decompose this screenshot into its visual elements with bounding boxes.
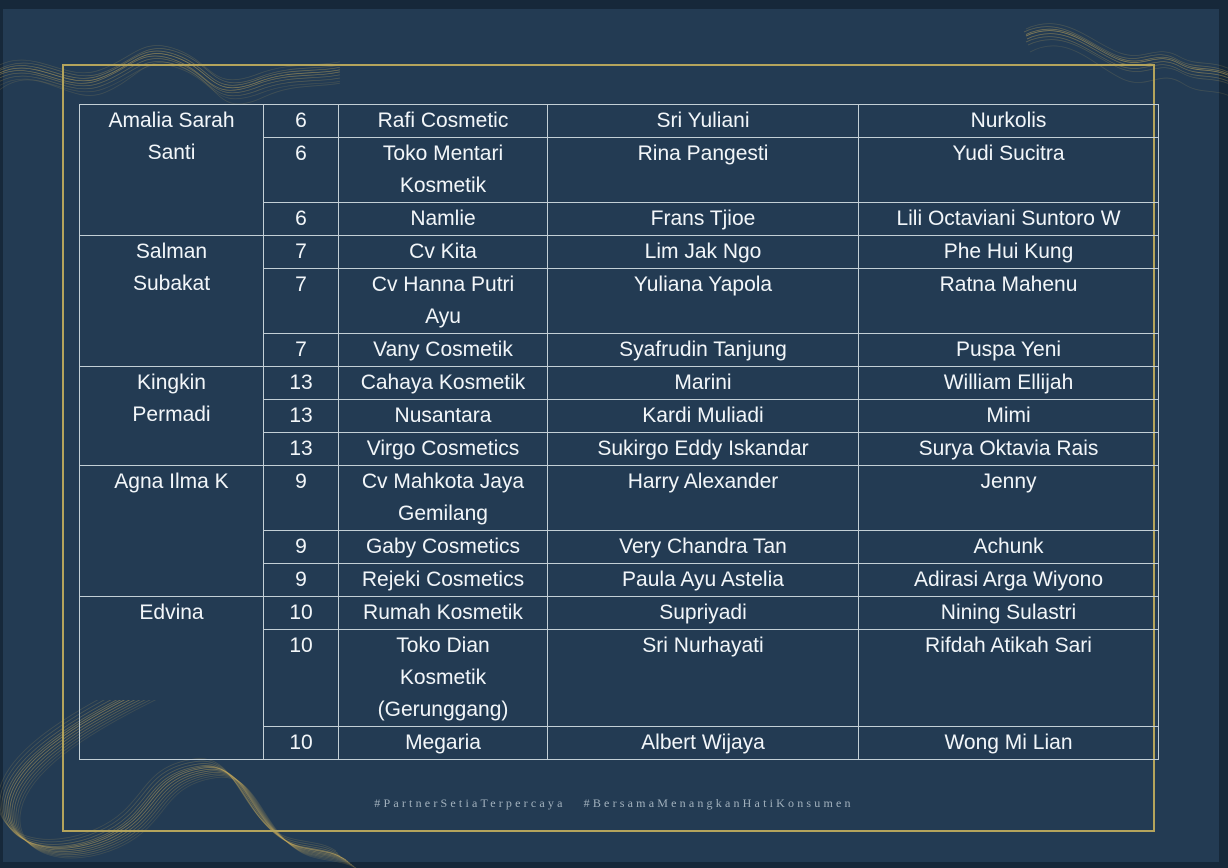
leader-cell: Salman Subakat [80,236,264,367]
person2-cell: Achunk [859,531,1159,564]
person2-cell: Yudi Sucitra [859,138,1159,203]
leader-cell: Edvina [80,597,264,760]
person1-cell: Supriyadi [548,597,859,630]
person1-cell: Sri Yuliani [548,105,859,138]
person1-cell: Very Chandra Tan [548,531,859,564]
person1-cell: Sukirgo Eddy Iskandar [548,433,859,466]
store-cell: Toko Mentari Kosmetik [339,138,548,203]
wave-ornament-top-left-icon [0,28,340,114]
count-cell: 6 [264,138,339,203]
count-cell: 6 [264,203,339,236]
person1-cell: Albert Wijaya [548,727,859,760]
person2-cell: Jenny [859,466,1159,531]
person2-cell: Rifdah Atikah Sari [859,630,1159,727]
person1-cell: Kardi Muliadi [548,400,859,433]
table-row [80,236,1159,269]
store-cell: Cv Mahkota Jaya Gemilang [339,466,548,531]
table-row [80,105,1159,138]
table-row [80,367,1159,400]
person1-cell: Syafrudin Tanjung [548,334,859,367]
store-cell: Cv Kita [339,236,548,269]
person2-cell: Mimi [859,400,1159,433]
person2-cell: Lili Octaviani Suntoro W [859,203,1159,236]
store-cell: Rumah Kosmetik [339,597,548,630]
count-cell: 13 [264,400,339,433]
person1-cell: Frans Tjioe [548,203,859,236]
person2-cell: Puspa Yeni [859,334,1159,367]
partner-table [79,104,1159,760]
footer-hashtags [365,796,862,811]
store-cell: Nusantara [339,400,548,433]
count-cell: 13 [264,367,339,400]
wave-ornament-top-right-icon [1008,16,1228,112]
count-cell: 7 [264,269,339,334]
person2-cell: Nining Sulastri [859,597,1159,630]
leader-cell: Kingkin Permadi [80,367,264,466]
person2-cell: Surya Oktavia Rais [859,433,1159,466]
store-cell: Namlie [339,203,548,236]
count-cell: 6 [264,105,339,138]
store-cell: Vany Cosmetik [339,334,548,367]
store-cell: Gaby Cosmetics [339,531,548,564]
store-cell: Cv Hanna Putri Ayu [339,269,548,334]
count-cell: 9 [264,564,339,597]
person2-cell: William Ellijah [859,367,1159,400]
count-cell: 10 [264,630,339,727]
hashtag-bersama-menangkan: #BersamaMenangkanHatiKonsumen [583,796,854,810]
store-cell: Toko Dian Kosmetik (Gerunggang) [339,630,548,727]
count-cell: 7 [264,236,339,269]
person2-cell: Adirasi Arga Wiyono [859,564,1159,597]
person1-cell: Sri Nurhayati [548,630,859,727]
person1-cell: Marini [548,367,859,400]
count-cell: 9 [264,531,339,564]
leader-cell: Agna Ilma K [80,466,264,597]
count-cell: 13 [264,433,339,466]
person1-cell: Paula Ayu Astelia [548,564,859,597]
person1-cell: Lim Jak Ngo [548,236,859,269]
person1-cell: Yuliana Yapola [548,269,859,334]
store-cell: Rafi Cosmetic [339,105,548,138]
person2-cell: Wong Mi Lian [859,727,1159,760]
count-cell: 10 [264,597,339,630]
store-cell: Rejeki Cosmetics [339,564,548,597]
person2-cell: Nurkolis [859,105,1159,138]
hashtag-partner-setia: #PartnerSetiaTerpercaya [374,796,566,810]
table-row [80,597,1159,630]
count-cell: 10 [264,727,339,760]
store-cell: Cahaya Kosmetik [339,367,548,400]
store-cell: Virgo Cosmetics [339,433,548,466]
person1-cell: Rina Pangesti [548,138,859,203]
person1-cell: Harry Alexander [548,466,859,531]
count-cell: 9 [264,466,339,531]
store-cell: Megaria [339,727,548,760]
table-row [80,466,1159,531]
leader-cell: Amalia Sarah Santi [80,105,264,236]
count-cell: 7 [264,334,339,367]
person2-cell: Ratna Mahenu [859,269,1159,334]
person2-cell: Phe Hui Kung [859,236,1159,269]
